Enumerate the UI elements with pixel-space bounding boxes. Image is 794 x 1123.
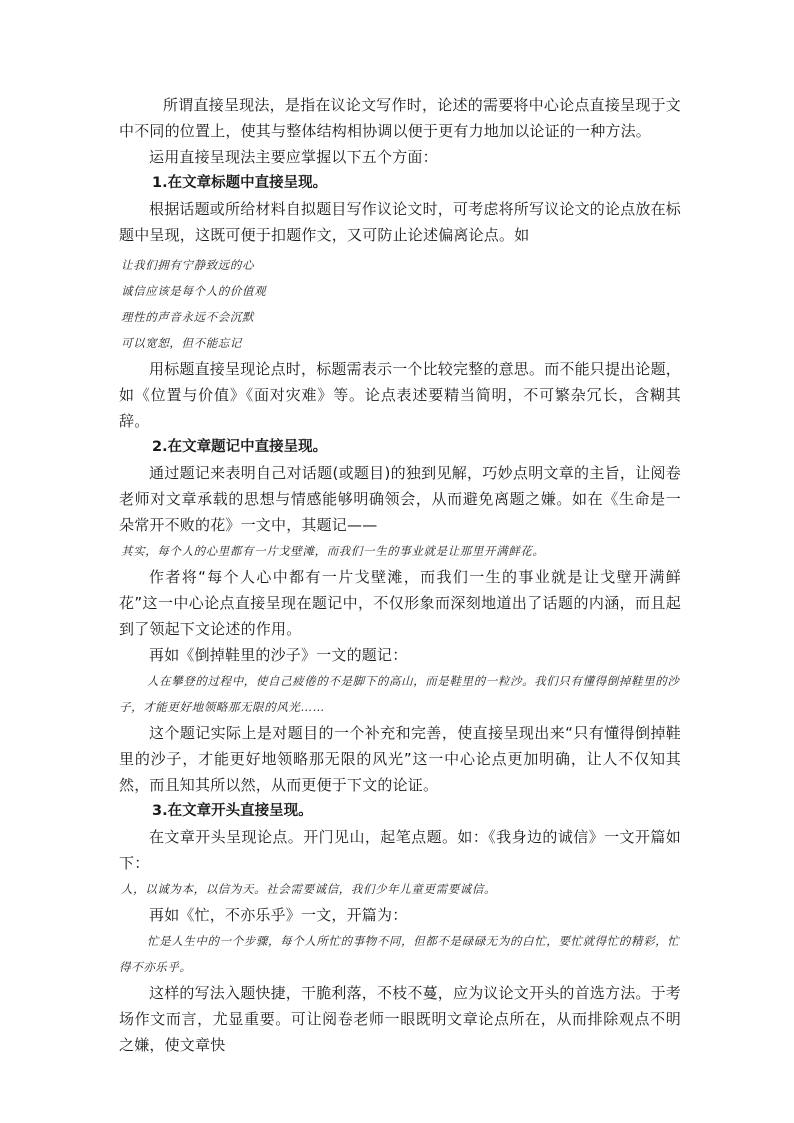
title-example-2: 诚信应该是每个人的价值观	[121, 284, 267, 298]
section-1-paragraph-1: 根据话题或所给材料自拟题目写作议论文时，可考虑将所写议论文的论点放在标题中呈现，这既可便于扣题作文，又可防止论述偏离论点。如	[119, 200, 682, 244]
section-2-paragraph-3: 再如《倒掉鞋里的沙子》一文的题记：	[149, 646, 408, 664]
opening-example-1: 人，以诚为本，以信为天。社会需要诚信，我们少年儿童更需要诚信。	[121, 882, 497, 896]
section-heading-3: 3.在文章开头直接呈现。	[152, 803, 313, 819]
epigraph-example-2: 人在攀登的过程中，使自己疲倦的不是脚下的高山，而是鞋里的一粒沙。我们只有懂得倒掉鞋里的沙子，才能更好地领略那无限的风光……	[119, 674, 680, 714]
intro-paragraph-1: 所谓直接呈现法，是指在议论文写作时，论述的需要将中心论点直接呈现于文中不同的位置上，使其与整体结构相协调以便于更有力地加以论证的一种方法。	[119, 96, 681, 140]
intro-paragraph-2: 运用直接呈现法主要应掌握以下五个方面：	[149, 148, 438, 166]
document-body	[119, 92, 681, 1058]
section-heading-2: 2.在文章题记中直接呈现。	[152, 439, 328, 455]
section-2-paragraph-1: 通过题记来表明自己对话题(或题目)的独到见解，巧妙点明文章的主旨，让阅卷老师对文章承载的思想与情感能够明确领会，从而避免离题之嫌。如在《生命是一朵常开不败的花》一文中，其题记——	[119, 464, 681, 534]
section-2-paragraph-2: 作者将“每个人心中都有一片戈壁滩，而我们一生的事业就是让戈壁开满鲜花”这一中心论点直接呈现在题记中，不仅形象而深刻地道出了话题的内涵，而且起到了领起下文论述的作用。	[119, 568, 681, 638]
section-3-paragraph-2: 再如《忙，不亦乐乎》一文，开篇为：	[149, 906, 408, 924]
section-3-paragraph-3: 这样的写法入题快捷，干脆利落，不枝不蔓，应为议论文开头的首选方法。于考场作文而言，尤显重要。可让阅卷老师一眼既明文章论点所在，从而排除观点不明之嫌，使文章快	[119, 984, 682, 1054]
title-example-1: 让我们拥有宁静致远的心	[121, 258, 255, 272]
epigraph-example-1: 其实，每个人的心里都有一片戈壁滩，而我们一生的事业就是让那里开满鲜花。	[121, 544, 545, 558]
section-3-paragraph-1: 在文章开头呈现论点。开门见山，起笔点题。如：《我身边的诚信》一文开篇如下：	[119, 828, 681, 872]
title-example-4: 可以宽恕，但不能忘记	[121, 336, 242, 350]
section-1-paragraph-2: 用标题直接呈现论点时，标题需表示一个比较完整的意思。而不能只提出论题，如《位置与价值》《面对灾难》等。论点表述要精当简明，不可繁杂冗长，含糊其辞。	[119, 360, 682, 430]
section-heading-1: 1.在文章标题中直接呈现。	[152, 175, 328, 191]
opening-example-2: 忙是人生中的一个步骤，每个人所忙的事物不同，但都不是碌碌无为的白忙，要忙就得忙的精彩，忙得不亦乐乎。	[119, 934, 680, 974]
title-example-3: 理性的声音永远不会沉默	[121, 310, 255, 324]
section-2-paragraph-4: 这个题记实际上是对题目的一个补充和完善，使直接呈现出来“只有懂得倒掉鞋里的沙子，才能更好地领略那无限的风光”这一中心论点更加明确，让人不仅知其然，而且知其所以然，从而更便于下文的论证。	[119, 724, 681, 794]
